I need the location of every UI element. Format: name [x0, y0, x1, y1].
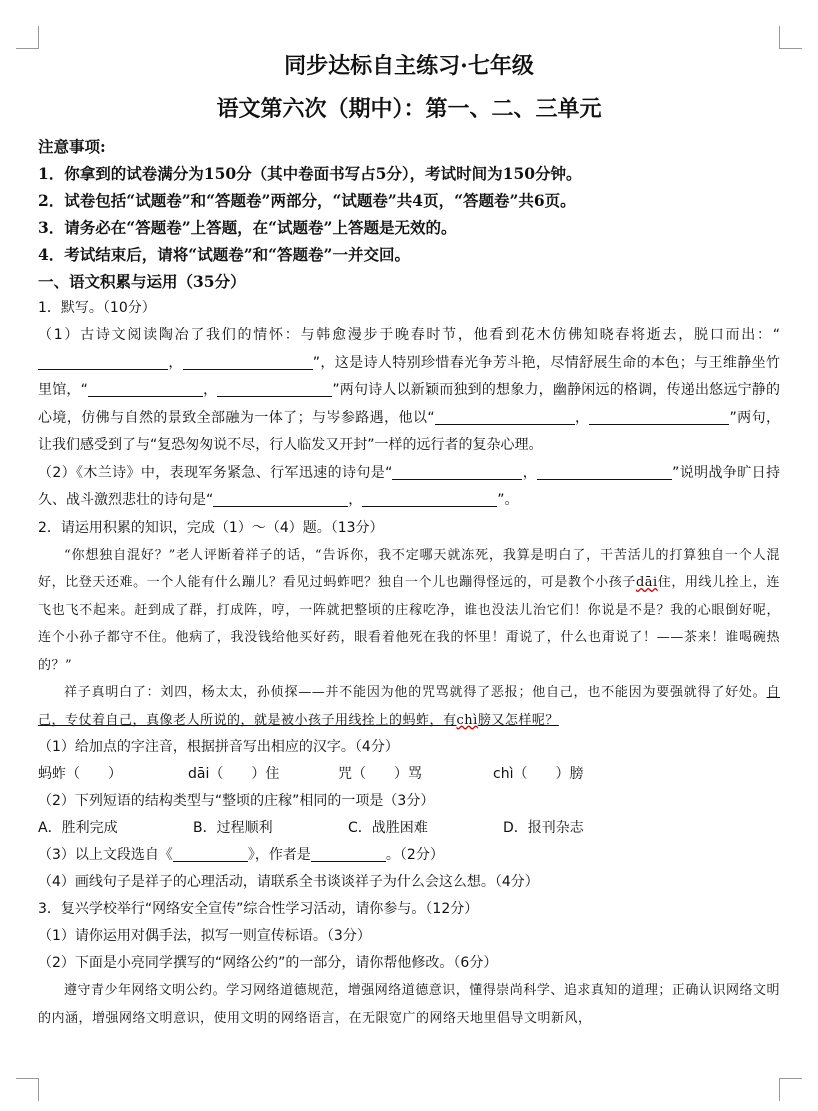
option-a[interactable]: A．胜利完成 [38, 820, 118, 836]
text: 祥子真明白了：刘四，杨太太，孙侦探——并不能因为他的 [64, 685, 422, 700]
text: ， [574, 409, 590, 426]
section-heading: 一、语文积累与运用（35分） [38, 272, 246, 291]
answer-blank[interactable] [213, 490, 348, 507]
dotted-word: 蚂蚱 [323, 575, 351, 590]
answer-blank[interactable] [392, 463, 522, 480]
answer-blank[interactable] [88, 380, 203, 397]
question-2-sub-3 [38, 842, 780, 869]
option-c[interactable]: C．战胜困难 [348, 820, 428, 836]
text: ， [348, 492, 363, 508]
option-d[interactable]: D．报刊杂志 [503, 820, 584, 836]
text: ”，这是诗人特别珍惜春光争芳斗艳，尽情舒展生命的本色；与王维静坐竹里馆，“ [38, 354, 780, 398]
text: ， [168, 354, 183, 371]
question-3-sub-1: （1）请你运用对偶手法，拟写一则宣传标语。（3分） [38, 928, 371, 944]
answer-blank[interactable] [362, 490, 497, 507]
question-2-sub-4: （4）画线句子是祥子的心理活动，请联系全书谈谈祥子为什么会这么想。（4分） [38, 874, 539, 890]
pinyin-item: chì（ ）膀 [493, 766, 584, 782]
underlined-sentence: 膀又怎样呢？ [477, 712, 559, 728]
text: ， [522, 464, 538, 481]
reading-passage-1 [38, 542, 780, 680]
pinyin-item: 咒（ ）骂 [338, 766, 422, 782]
answer-blank[interactable] [435, 408, 575, 425]
crop-mark-top-right [779, 26, 802, 49]
crop-mark-top-left [16, 26, 39, 49]
dotted-word: 咒 [421, 685, 436, 700]
text: ”两句诗人以新颖而独到的想象力，幽静闲远的格调，传递出悠远宁静的心境，仿佛与自然的景致全部融为一体了；与岑参路遇，他以“ [38, 382, 780, 426]
notice-item: 2．试卷包括“试题卷”和“答题卷”两部分，“试题卷”共4页，“答题卷”共6页。 [38, 191, 576, 210]
pinyin-word: dāi [635, 575, 658, 590]
text: ”两句，让我们感受到了与“复恐匆匆说不尽，行人临发又开封”一样的远行者的复杂心理。 [38, 409, 780, 453]
crop-mark-bottom-left [16, 1078, 39, 1101]
question-1-part-2 [38, 460, 780, 515]
text: （2）《木兰诗》中，表现军务紧急、行军迅速的诗句是“ [38, 464, 393, 481]
question-3-sub-2: （2）下面是小亮同学撰写的“网络公约”的一部分，请你帮他修改。（6分） [38, 955, 498, 971]
text: 。（2分） [385, 847, 444, 863]
pinyin-word: chì [456, 712, 478, 728]
pinyin-item: 蚂蚱（ ） [38, 766, 122, 782]
answer-blank[interactable] [589, 408, 729, 425]
answer-blank[interactable] [173, 845, 248, 862]
text: “ [772, 327, 780, 343]
text: 住，用线儿拴上，连飞也飞不起来。赶到成了群，打成阵，哼，一阵就把整顷的庄稼吃净，谁也没法儿治它们！你说是不是？我的心眼倒好呢，连个小孙子都守不住。他病了，我没钱给他买好药，眼看着他死在我的怀里！甭说了，什么也甭说了！——茶来！谁喝碗热的？” [38, 575, 780, 673]
option-b[interactable]: B．过程顺利 [193, 820, 273, 836]
answer-blank[interactable] [537, 463, 672, 480]
exam-title: 同步达标自主练习·七年级 [284, 53, 534, 79]
pinyin-items [38, 761, 780, 788]
text: （1）古诗文阅读陶冶了我们的情怀：与韩愈漫步于晚春时节，他看到花木仿佛知晓春将逝去，脱口而出： [38, 327, 773, 343]
exam-page [38, 52, 780, 1032]
text: 骂就得了恶报；他自己，也不能因为要强就得了好处。 [435, 685, 767, 700]
choice-options [38, 815, 780, 842]
answer-blank[interactable] [183, 353, 313, 370]
text: ， [202, 382, 218, 398]
notice-item: 1．你拿到的试卷满分为150分（其中卷面书写占5分），考试时间为150分钟。 [38, 164, 582, 183]
question-1-part-1 [38, 322, 780, 460]
text: （3）以上文段选自《 [38, 847, 173, 863]
notice-heading: 注意事项: [38, 137, 106, 156]
text: ”说明战争旷日持久、战斗激烈悲壮的诗句是“ [38, 464, 780, 508]
network-pact-passage: 遵守青少年网络文明公约。学习网络道德规范，增强网络道德意识，懂得崇尚科学、追求真知的道理；正确认识网络文明的内涵，增强网络文明意识，使用文明的网络语言，在无限宽广的网络天地里倡导文明新风， [38, 983, 780, 1026]
question-2-sub-2: （2）下列短语的结构类型与“整顷的庄稼”相同的一项是（3分） [38, 793, 435, 809]
reading-passage-2 [38, 679, 780, 734]
question-3-title: 3．复兴学校举行“网络安全宣传”综合性学习活动，请你参与。（12分） [38, 901, 479, 917]
question-2-sub-1: （1）给加点的字注音，根据拼音写出相应的汉字。（4分） [38, 739, 399, 755]
answer-blank[interactable] [217, 380, 332, 397]
underlined-sentence: 自己，专仗着自己，真像老人所说的，就是被小孩子用线拴上的蚂蚱，有 [38, 685, 780, 728]
notice-item: 4．考试结束后，请将“试题卷”和“答题卷”一并交回。 [38, 245, 410, 264]
text: “你想独自混好？”老人评断着祥子的话，“告诉你，我不定哪天就冻死，我算是明白了，干苦活儿的打算独自一个人混好，比登天还难。一个人能有什么蹦儿？看见过 [38, 547, 780, 590]
exam-subtitle: 语文第六次（期中）：第一、二、三单元 [216, 96, 602, 122]
question-2-title: 2．请运用积累的知识，完成（1）～（4）题。（13分） [38, 519, 384, 536]
answer-blank[interactable] [311, 845, 386, 862]
notice-item: 3．请务必在“答题卷”上答题，在“试题卷”上答题是无效的。 [38, 218, 457, 237]
text: ”。 [497, 492, 519, 508]
answer-blank[interactable] [38, 353, 168, 370]
text: 》，作者是 [247, 847, 311, 863]
crop-mark-bottom-right [779, 1078, 802, 1101]
question-1-title: 1．默写。（10分） [38, 300, 156, 316]
text: 吧？独自一个儿也蹦得怪远的，可是教个小孩子 [350, 575, 636, 590]
pinyin-item: dāi（ ）住 [188, 766, 280, 782]
